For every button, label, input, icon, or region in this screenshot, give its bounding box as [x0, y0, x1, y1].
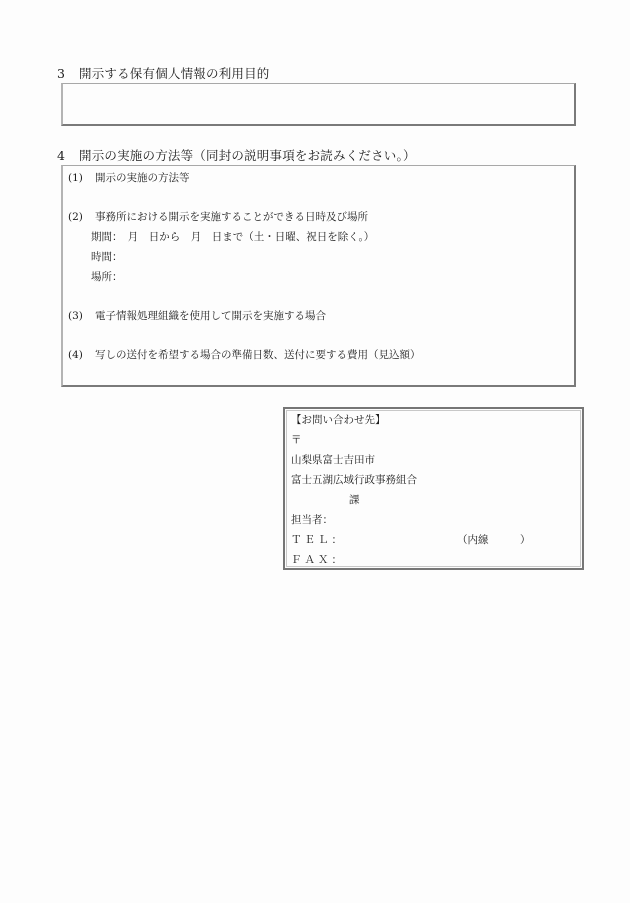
contact-tel-label: ＴＥＬ：: [291, 534, 345, 546]
section-3-number: 3: [57, 66, 66, 81]
item-2-label: 事務所における開示を実施することができる日時及び場所: [95, 211, 368, 223]
time-label: 時間：: [91, 251, 123, 263]
schedule-time: [91, 250, 123, 264]
postal-mark: 〒: [291, 434, 302, 446]
item-1-number: (1): [68, 172, 83, 184]
item-3-number: (3): [68, 310, 83, 322]
schedule-period: [91, 230, 374, 244]
item-2: [68, 210, 368, 224]
schedule-place: [91, 270, 123, 284]
item-1: [68, 171, 190, 185]
section-3-title: 開示する保有個人情報の利用目的: [79, 66, 270, 81]
period-text[interactable]: 月 日から 月 日まで（土・日曜、祝日を除く。）: [117, 231, 375, 243]
contact-box: [283, 407, 584, 570]
contact-department: 課: [349, 494, 360, 506]
contact-organization: 富士五湖広域行政事務組合: [291, 474, 417, 486]
contact-person-label: 担当者：: [291, 514, 333, 526]
contact-title: 【お問い合わせ先】: [291, 414, 386, 426]
item-4-label: 写しの送付を希望する場合の準備日数、送付に要する費用（見込額）: [95, 349, 421, 361]
item-4-number: (4): [68, 349, 83, 361]
item-3-label: 電子情報処理組織を使用して開示を実施する場合: [95, 310, 326, 322]
contact-city: 山梨県富士吉田市: [291, 454, 375, 466]
item-4: [68, 348, 421, 362]
item-3: [68, 309, 326, 323]
item-1-label: 開示の実施の方法等: [95, 172, 190, 184]
section-4-heading: [57, 148, 416, 164]
section-4-number: 4: [57, 148, 66, 163]
place-label: 場所：: [91, 271, 123, 283]
purpose-of-use-field[interactable]: [61, 83, 576, 126]
disclosure-method-box: [61, 165, 576, 387]
contact-extension: （内線 ）: [457, 534, 531, 546]
contact-fax-label: ＦＡＸ：: [291, 554, 345, 566]
period-label: 期間：: [91, 231, 118, 243]
item-2-number: (2): [68, 211, 83, 223]
section-3-heading: [57, 66, 270, 82]
section-4-title: 開示の実施の方法等（同封の説明事項をお読みください。）: [79, 148, 416, 163]
